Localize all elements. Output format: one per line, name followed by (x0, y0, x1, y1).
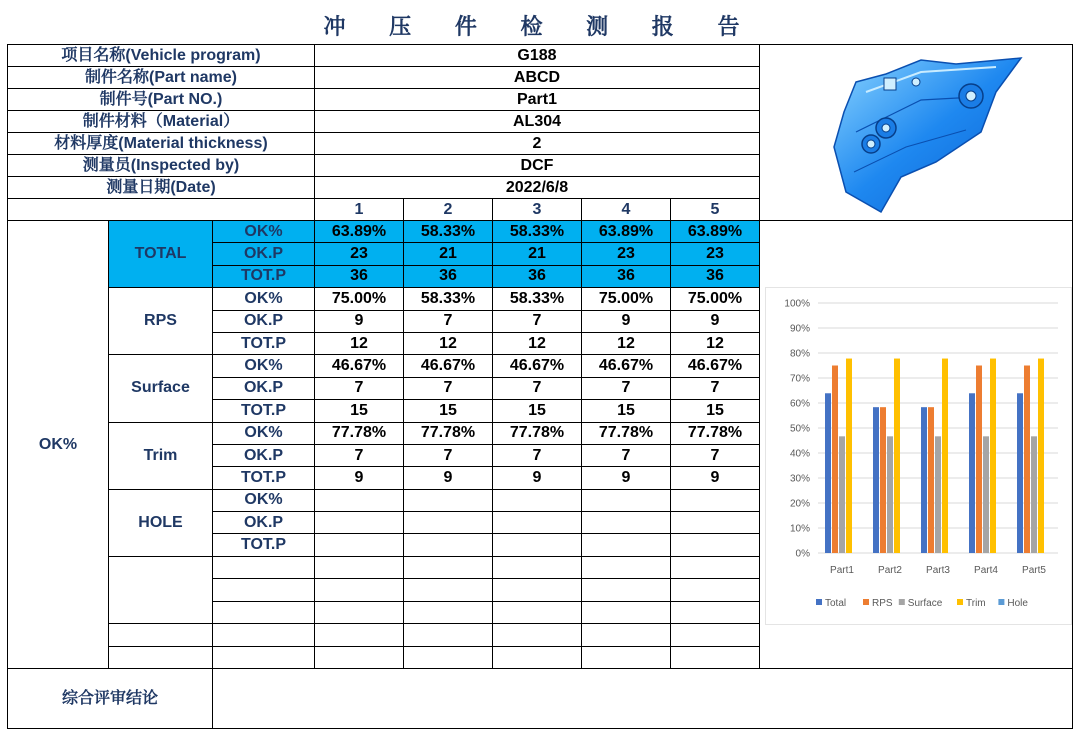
info-value: DCF (315, 155, 760, 177)
value-cell: 7 (315, 444, 404, 466)
column-header: 1 (315, 199, 404, 221)
group-name: TOTAL (109, 221, 213, 288)
value-cell: 36 (493, 265, 582, 287)
value-cell (404, 534, 493, 556)
blank-cell (671, 624, 760, 647)
value-cell (315, 489, 404, 511)
y-tick-label: 40% (789, 448, 810, 460)
value-cell: 15 (582, 400, 671, 422)
value-cell: 7 (404, 377, 493, 399)
value-cell (404, 489, 493, 511)
column-header: 4 (582, 199, 671, 221)
info-label: 项目名称(Vehicle program) (8, 45, 315, 67)
blank-cell (213, 647, 315, 669)
bar-trim (1038, 359, 1044, 553)
value-cell: 7 (493, 310, 582, 332)
y-tick-label: 60% (789, 398, 810, 410)
column-header-blank (8, 199, 315, 221)
blank-cell (582, 556, 671, 578)
value-cell: 23 (315, 243, 404, 265)
blank-cell (315, 647, 404, 669)
bar-trim (990, 359, 996, 553)
value-cell: 75.00% (582, 288, 671, 310)
info-value: ABCD (315, 67, 760, 89)
value-cell: 15 (493, 400, 582, 422)
bar-rps (928, 407, 934, 553)
info-value: 2 (315, 133, 760, 155)
value-cell (493, 489, 582, 511)
y-tick-label: 0% (795, 548, 810, 560)
group-name: Trim (109, 422, 213, 489)
y-tick-label: 80% (789, 348, 810, 360)
conclusion-row (8, 669, 1073, 729)
metric-label: OK.P (213, 310, 315, 332)
value-cell: 7 (582, 377, 671, 399)
blank-cell (493, 601, 582, 623)
value-cell: 77.78% (315, 422, 404, 444)
metric-label: OK.P (213, 444, 315, 466)
value-cell (582, 489, 671, 511)
value-cell: 46.67% (315, 355, 404, 377)
value-cell: 23 (582, 243, 671, 265)
value-cell: 77.78% (582, 422, 671, 444)
info-label: 材料厚度(Material thickness) (8, 133, 315, 155)
x-tick-label: Part4 (974, 565, 998, 576)
metric-label: OK.P (213, 377, 315, 399)
blank-group (109, 647, 213, 669)
bar-rps (880, 407, 886, 553)
blank-cell (493, 579, 582, 601)
value-cell: 63.89% (315, 221, 404, 243)
blank-cell (671, 601, 760, 623)
blank-cell (582, 647, 671, 669)
value-cell (671, 534, 760, 556)
bar-rps (976, 366, 982, 554)
value-cell (582, 534, 671, 556)
part-image (826, 52, 1026, 220)
info-value: G188 (315, 45, 760, 67)
column-header: 2 (404, 199, 493, 221)
value-cell: 77.78% (404, 422, 493, 444)
value-cell: 7 (404, 444, 493, 466)
blank-cell (671, 647, 760, 669)
legend-label: Hole (1007, 598, 1028, 609)
value-cell: 15 (671, 400, 760, 422)
ok-rate-label: OK% (8, 221, 109, 669)
value-cell: 58.33% (404, 221, 493, 243)
value-cell: 23 (671, 243, 760, 265)
legend-swatch (998, 599, 1004, 605)
value-cell: 9 (315, 310, 404, 332)
report-title: 冲 压 件 检 测 报 告 (323, 14, 758, 40)
blank-cell (493, 647, 582, 669)
value-cell (582, 512, 671, 534)
value-cell (404, 512, 493, 534)
value-cell: 75.00% (671, 288, 760, 310)
value-cell: 7 (671, 377, 760, 399)
blank-cell (315, 624, 404, 647)
value-cell: 7 (404, 310, 493, 332)
value-cell: 77.78% (493, 422, 582, 444)
blank-cell (213, 556, 315, 578)
metric-label: TOT.P (213, 534, 315, 556)
info-label: 测量员(Inspected by) (8, 155, 315, 177)
metric-label: TOT.P (213, 400, 315, 422)
value-cell (671, 489, 760, 511)
bar-surface (983, 436, 989, 553)
bar-trim (846, 359, 852, 553)
value-cell: 36 (315, 265, 404, 287)
legend-label: Total (825, 598, 847, 609)
value-cell: 58.33% (493, 221, 582, 243)
value-cell: 46.67% (582, 355, 671, 377)
value-cell: 7 (493, 444, 582, 466)
group-name: HOLE (109, 489, 213, 556)
bar-trim (942, 359, 948, 553)
bar-surface (887, 436, 893, 553)
chart-svg (766, 288, 1069, 622)
bar-total (969, 393, 975, 553)
metric-label: OK% (213, 288, 315, 310)
legend-label: Trim (966, 598, 986, 609)
blank-cell (582, 579, 671, 601)
value-cell (493, 534, 582, 556)
value-cell: 36 (671, 265, 760, 287)
blank-cell (493, 556, 582, 578)
value-cell: 7 (493, 377, 582, 399)
x-tick-label: Part5 (1022, 565, 1046, 576)
blank-cell (671, 579, 760, 601)
value-cell: 36 (582, 265, 671, 287)
value-cell: 9 (671, 310, 760, 332)
ok-rate-chart (765, 287, 1072, 625)
blank-cell (493, 624, 582, 647)
value-cell (315, 512, 404, 534)
value-cell: 21 (493, 243, 582, 265)
bar-rps (832, 366, 838, 554)
value-cell: 58.33% (404, 288, 493, 310)
bar-total (921, 407, 927, 553)
blank-cell (404, 601, 493, 623)
value-cell: 15 (404, 400, 493, 422)
column-header: 3 (493, 199, 582, 221)
blank-group (109, 624, 213, 647)
blank-cell (213, 624, 315, 647)
value-cell: 46.67% (404, 355, 493, 377)
info-value: AL304 (315, 111, 760, 133)
value-cell: 9 (582, 310, 671, 332)
value-cell: 9 (671, 467, 760, 489)
value-cell: 63.89% (582, 221, 671, 243)
value-cell: 46.67% (671, 355, 760, 377)
bar-surface (1031, 436, 1037, 553)
group-name: RPS (109, 288, 213, 355)
value-cell: 9 (315, 467, 404, 489)
y-tick-label: 50% (789, 423, 810, 435)
metric-label: OK.P (213, 243, 315, 265)
blank-group (109, 556, 213, 623)
value-cell: 75.00% (315, 288, 404, 310)
info-value: Part1 (315, 89, 760, 111)
y-tick-label: 90% (789, 323, 810, 335)
value-cell: 7 (582, 444, 671, 466)
legend-swatch (899, 599, 905, 605)
value-cell: 12 (315, 332, 404, 354)
bar-surface (839, 436, 845, 553)
legend-label: RPS (872, 598, 893, 609)
bar-total (873, 407, 879, 553)
value-cell: 21 (404, 243, 493, 265)
info-label: 制件号(Part NO.) (8, 89, 315, 111)
info-value: 2022/6/8 (315, 177, 760, 199)
value-cell: 36 (404, 265, 493, 287)
blank-cell (315, 579, 404, 601)
value-cell (315, 534, 404, 556)
value-cell: 63.89% (671, 221, 760, 243)
value-cell (493, 512, 582, 534)
blank-cell (213, 601, 315, 623)
blank-cell (404, 647, 493, 669)
legend-swatch (863, 599, 869, 605)
value-cell: 7 (315, 377, 404, 399)
x-tick-label: Part2 (878, 565, 902, 576)
bar-surface (935, 436, 941, 553)
blank-cell (404, 556, 493, 578)
y-tick-label: 70% (789, 373, 810, 385)
info-label: 测量日期(Date) (8, 177, 315, 199)
conclusion-value (213, 669, 1073, 729)
y-tick-label: 30% (789, 473, 810, 485)
metric-label: OK% (213, 355, 315, 377)
value-cell: 7 (671, 444, 760, 466)
bar-total (825, 393, 831, 553)
blank-cell (582, 624, 671, 647)
blank-cell (582, 601, 671, 623)
metric-label: OK.P (213, 512, 315, 534)
conclusion-label: 综合评审结论 (8, 669, 213, 729)
blank-cell (404, 624, 493, 647)
value-cell: 9 (404, 467, 493, 489)
value-cell: 9 (582, 467, 671, 489)
blank-cell (315, 556, 404, 578)
bar-rps (1024, 366, 1030, 554)
group-name: Surface (109, 355, 213, 422)
metric-label: OK% (213, 422, 315, 444)
y-tick-label: 10% (789, 523, 810, 535)
legend-swatch (957, 599, 963, 605)
value-cell: 46.67% (493, 355, 582, 377)
column-header: 5 (671, 199, 760, 221)
info-label: 制件材料（Material） (8, 111, 315, 133)
value-cell: 77.78% (671, 422, 760, 444)
value-cell: 58.33% (493, 288, 582, 310)
legend-swatch (816, 599, 822, 605)
blank-cell (404, 579, 493, 601)
legend-label: Surface (907, 598, 943, 609)
total-row (8, 221, 1073, 243)
x-tick-label: Part1 (830, 565, 854, 576)
metric-label: TOT.P (213, 467, 315, 489)
y-tick-label: 100% (784, 298, 810, 310)
value-cell: 12 (582, 332, 671, 354)
value-cell: 9 (493, 467, 582, 489)
value-cell: 12 (671, 332, 760, 354)
metric-label: OK% (213, 221, 315, 243)
blank-cell (213, 579, 315, 601)
value-cell: 15 (315, 400, 404, 422)
info-label: 制件名称(Part name) (8, 67, 315, 89)
blank-cell (315, 601, 404, 623)
blank-cell (671, 556, 760, 578)
bar-total (1017, 393, 1023, 553)
x-tick-label: Part3 (926, 565, 950, 576)
value-cell: 12 (404, 332, 493, 354)
metric-label: TOT.P (213, 265, 315, 287)
metric-label: OK% (213, 489, 315, 511)
bar-trim (894, 359, 900, 553)
metric-label: TOT.P (213, 332, 315, 354)
value-cell: 12 (493, 332, 582, 354)
y-tick-label: 20% (789, 498, 810, 510)
value-cell (671, 512, 760, 534)
